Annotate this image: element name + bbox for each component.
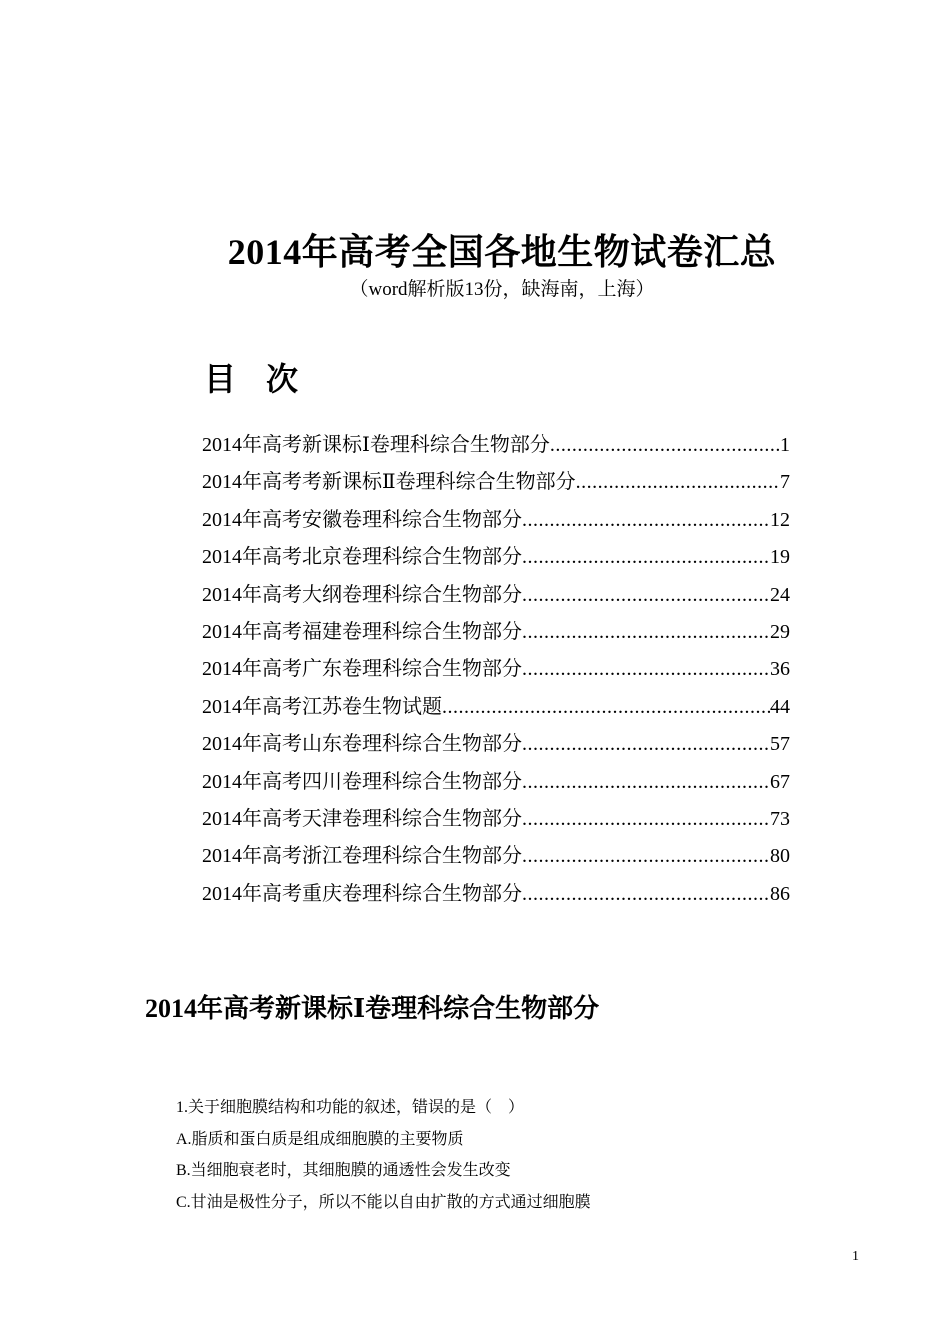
toc-entry[interactable] (202, 615, 790, 652)
toc-entry-label: 2014年高考浙江卷理科综合生物部分 (202, 845, 522, 868)
toc-dot-leader (522, 584, 770, 607)
question-option: A.脂质和蛋白质是组成细胞膜的主要物质 (176, 1130, 464, 1148)
document-title: 2014年高考全国各地生物试卷汇总 (227, 232, 777, 272)
toc-dot-leader (522, 883, 770, 906)
toc-dot-leader (442, 696, 770, 719)
toc-dot-leader (550, 434, 780, 457)
toc-entry-label: 2014年高考新课标Ⅰ卷理科综合生物部分 (202, 434, 550, 456)
question-block (176, 1095, 591, 1221)
toc-entry-page: 24 (770, 583, 790, 606)
toc-entry[interactable] (202, 428, 790, 465)
toc-entry[interactable] (202, 877, 790, 914)
toc-entry[interactable] (202, 727, 790, 764)
toc-entry-page: 19 (770, 546, 790, 569)
toc-entry-page: 67 (770, 770, 790, 793)
toc-entry-page: 1 (780, 434, 790, 456)
toc-entry[interactable] (202, 802, 790, 839)
toc-dot-leader (576, 471, 780, 494)
toc-entry-label: 2014年高考四川卷理科综合生物部分 (202, 770, 522, 793)
toc-entry[interactable] (202, 540, 790, 577)
toc-entry[interactable] (202, 839, 790, 876)
page-number: 1 (852, 1249, 859, 1264)
toc-dot-leader (522, 771, 770, 794)
toc-entry-label: 2014年高考广东卷理科综合生物部分 (202, 658, 522, 681)
table-of-contents (202, 428, 790, 914)
toc-entry-page: 57 (770, 733, 790, 756)
toc-entry-page: 7 (780, 471, 790, 494)
toc-entry-label: 2014年高考江苏卷生物试题 (202, 695, 442, 718)
toc-entry[interactable] (202, 465, 790, 502)
toc-dot-leader (522, 845, 770, 868)
toc-entry[interactable] (202, 690, 790, 727)
question-option: C.甘油是极性分子，所以不能以自由扩散的方式通过细胞膜 (176, 1193, 591, 1211)
toc-entry-label: 2014年高考北京卷理科综合生物部分 (202, 546, 522, 569)
toc-entry-page: 29 (770, 620, 790, 643)
toc-dot-leader (522, 658, 770, 681)
toc-entry[interactable] (202, 652, 790, 689)
question-stem: 1.关于细胞膜结构和功能的叙述，错误的是（ ） (176, 1099, 525, 1116)
toc-entry-page: 73 (770, 807, 790, 830)
toc-entry-page: 12 (770, 508, 790, 531)
toc-entry[interactable] (202, 578, 790, 615)
toc-entry-page: 44 (770, 695, 790, 718)
toc-entry-page: 86 (770, 882, 790, 905)
question-option: B.当细胞衰老时，其细胞膜的通透性会发生改变 (176, 1162, 511, 1179)
toc-entry-label: 2014年高考山东卷理科综合生物部分 (202, 733, 522, 756)
toc-dot-leader (522, 509, 770, 532)
toc-heading: 目次 (204, 361, 329, 397)
toc-entry-page: 36 (770, 658, 790, 681)
toc-dot-leader (522, 546, 770, 569)
toc-entry-page: 80 (770, 845, 790, 868)
toc-dot-leader (522, 621, 770, 644)
section-title: 2014年高考新课标Ⅰ卷理科综合生物部分 (145, 994, 600, 1023)
toc-dot-leader (522, 808, 770, 831)
toc-entry-label: 2014年高考大纲卷理科综合生物部分 (202, 583, 522, 606)
toc-entry-label: 2014年高考福建卷理科综合生物部分 (202, 620, 522, 643)
toc-dot-leader (522, 733, 770, 756)
toc-entry[interactable] (202, 765, 790, 802)
document-subtitle: （word解析版13份，缺海南，上海） (349, 279, 655, 300)
toc-entry-label: 2014年高考天津卷理科综合生物部分 (202, 807, 522, 830)
toc-entry[interactable] (202, 503, 790, 540)
toc-entry-label: 2014年高考重庆卷理科综合生物部分 (202, 882, 522, 905)
toc-entry-label: 2014年高考安徽卷理科综合生物部分 (202, 508, 522, 531)
toc-entry-label: 2014年高考考新课标Ⅱ卷理科综合生物部分 (202, 471, 576, 494)
